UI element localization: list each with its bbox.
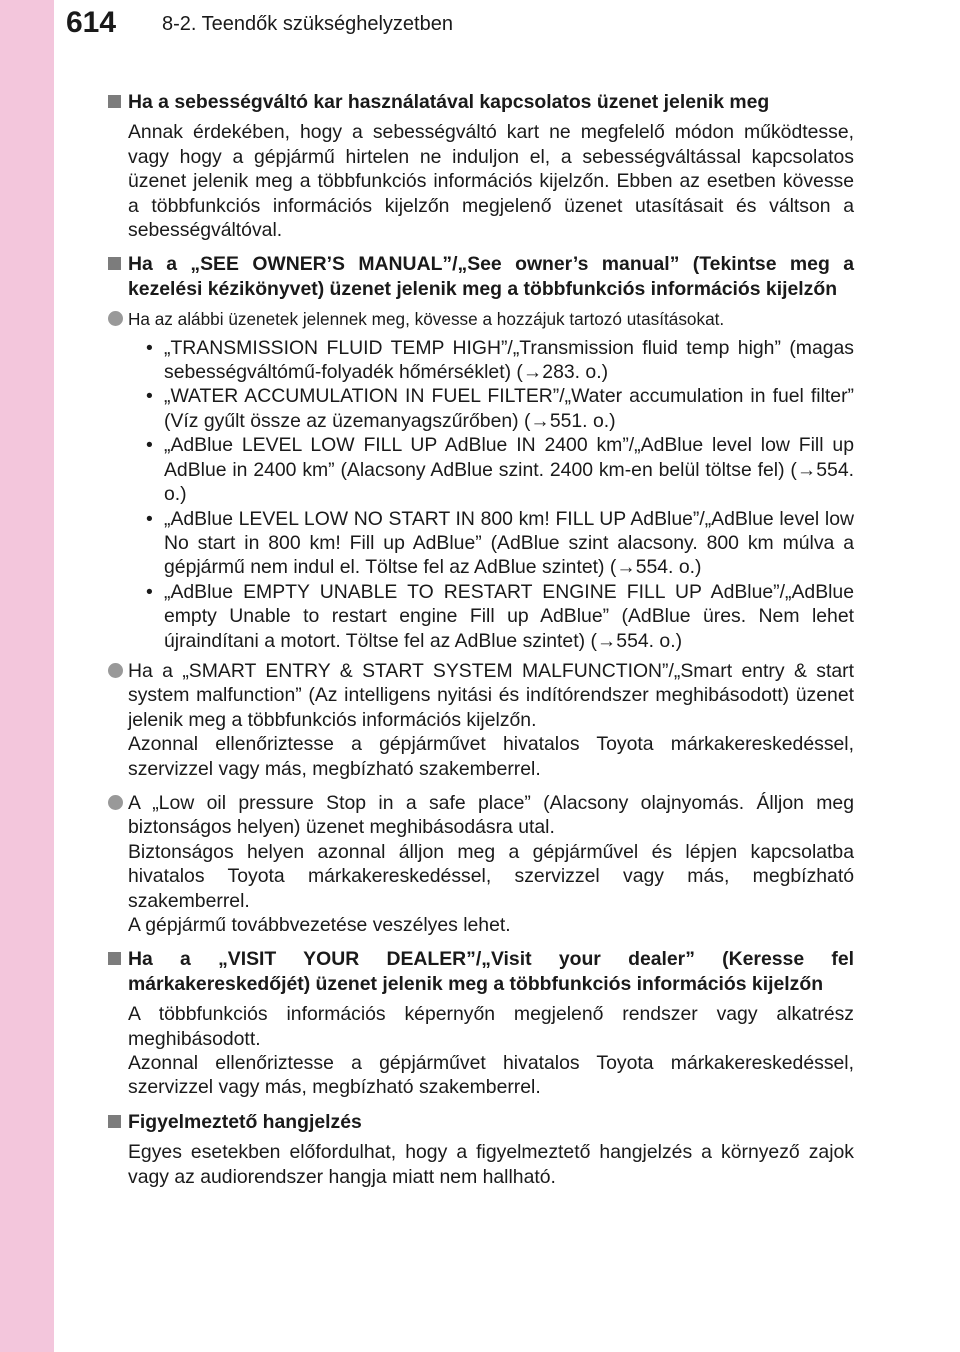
circle-item-text: Azonnal ellenőriztesse a gépjárművet hivatalos Toyota márkakereskedéssel, szervizzel vagy más, megbízható szakemberrel. — [128, 733, 854, 780]
list-item-text: „AdBlue LEVEL LOW FILL UP AdBlue IN 2400 km”/„AdBlue level low Fill up AdBlue in 2400 km” (Alacsony AdBlue szint. 2400 km-en belül töltse fel) (→554. o.) — [164, 434, 854, 506]
square-bullet-icon — [108, 952, 121, 965]
paragraph: Egyes esetekben előfordulhat, hogy a figyelmeztető hangjelzés a környező zajok vagy az audiorendszer hangja miatt nem hallható. — [128, 1141, 854, 1188]
circle-item-text: Ha az alábbi üzenetek jelennek meg, kövesse a hozzájuk tartozó utasításokat. — [128, 309, 725, 330]
section-heading-text: Figyelmeztető hangjelzés — [128, 1110, 362, 1133]
paragraph — [108, 1002, 854, 1100]
section-heading-text: Ha a sebességváltó kar használatával kapcsolatos üzenet jelenik meg — [128, 91, 770, 113]
list-item-text: „TRANSMISSION FLUID TEMP HIGH”/„Transmission fluid temp high” (magas sebességváltómű-folyadék hőmérséklet) (→283. o.) — [164, 336, 854, 384]
page-content — [108, 90, 854, 1199]
section-heading — [108, 90, 854, 114]
section-heading-text: Ha a „SEE OWNER’S MANUAL”/„See owner’s manual” (Tekintse meg a kezelési kézikönyvet) üzenet jelenik meg a többfunkciós információs kijelzőn — [128, 253, 854, 300]
page-number: 614 — [66, 6, 117, 39]
paragraph-text: Azonnal ellenőriztesse a gépjárművet hivatalos Toyota márkakereskedéssel, szervizzel vagy más, megbízható szakemberrel. — [128, 1052, 854, 1099]
square-bullet-icon — [108, 95, 121, 108]
list-item: • „AdBlue EMPTY UNABLE TO RESTART ENGINE FILL UP AdBlue”/„AdBlue empty Unable to restart engine Fill up AdBlue” (AdBlue üres. Nem lehet újraindítani a motort. Töltse fel az AdBlue szintet) (→554. o.) — [146, 580, 854, 652]
section-heading — [108, 947, 854, 996]
list-item: • „WATER ACCUMULATION IN FUEL FILTER”/„Water accumulation in fuel filter” (Víz gyűlt össze az üzemanyagszűrőben) (→551. o.) — [146, 385, 854, 432]
circle-item-text: A „Low oil pressure Stop in a safe place” (Alacsony olajnyomás. Álljon meg biztonságos helyen) üzenet meghibásodásra utal. — [128, 791, 854, 839]
list-item: • „AdBlue LEVEL LOW NO START IN 800 km! FILL UP AdBlue”/„AdBlue level low No start in 800 km! Fill up AdBlue” (AdBlue szint alacsony. 800 km múlva a gépjármű nem indul el. Töltse fel az AdBlue szintet) (→554. o.) — [146, 507, 854, 579]
circle-item-text: Ha a „SMART ENTRY & START SYSTEM MALFUNCTION”/„Smart entry & start system malfunction” (Az intelligens nyitási és indítórendszer meghibásodott) üzenet jelenik meg a többfunkciós információs kijelzőn. — [128, 659, 854, 731]
message-list — [128, 336, 854, 653]
circle-item — [108, 307, 854, 331]
section-heading — [108, 1110, 854, 1134]
list-item-text: „AdBlue EMPTY UNABLE TO RESTART ENGINE FILL UP AdBlue”/„AdBlue empty Unable to restart engine Fill up AdBlue” (AdBlue üres. Nem lehet újraindítani a motort. Töltse fel az AdBlue szintet) (→554. o.) — [164, 580, 854, 652]
square-bullet-icon — [108, 257, 121, 270]
paragraph-text: A többfunkciós információs képernyőn megjelenő rendszer vagy alkatrész meghibásodott. — [128, 1003, 854, 1050]
list-item-text: „AdBlue LEVEL LOW NO START IN 800 km! FILL UP AdBlue”/„AdBlue level low No start in 800 km! Fill up AdBlue” (AdBlue szint alacsony. 800 km múlva a gépjármű nem indul el. Töltse fel az AdBlue szintet) (→554. o.) — [164, 507, 854, 579]
square-bullet-icon — [108, 1115, 121, 1128]
paragraph: Annak érdekében, hogy a sebességváltó kart ne megfelelő módon működtesse, vagy hogy a gépjármű hirtelen ne induljon el, a sebességváltással kapcsolatos üzenet jelenik meg a többfunkciós információs kijelzőn. Ebben az esetben kövesse a többfunkciós információs kijelzőn megjelenő üzenet utasításait és váltson a sebességváltóval. — [128, 121, 854, 242]
chapter-title: 8-2. Teendők szükséghelyzetben — [162, 13, 453, 35]
section-heading-text: Ha a „VISIT YOUR DEALER”/„Visit your dealer” (Keresse fel márkakereskedőjét) üzenet jelenik meg a többfunkciós információs kijelzőn — [128, 948, 854, 995]
circle-item — [108, 791, 854, 937]
circle-item-text: A gépjármű továbbvezetése veszélyes lehet. — [128, 914, 511, 936]
circle-bullet-icon — [108, 311, 123, 326]
list-item-text: „WATER ACCUMULATION IN FUEL FILTER”/„Water accumulation in fuel filter” (Víz gyűlt össze az üzemanyagszűrőben) (→551. o.) — [164, 385, 854, 432]
circle-item — [108, 659, 854, 781]
circle-item-text: Biztonságos helyen azonnal álljon meg a gépjárművel és lépjen kapcsolatba hivatalos Toyota márkakereskedéssel, szervizzel vagy más, megbízható szakemberrel. — [128, 840, 854, 912]
circle-bullet-icon — [108, 663, 123, 678]
circle-bullet-icon — [108, 795, 123, 810]
page-side-strip — [0, 0, 54, 1352]
section-heading — [108, 252, 854, 301]
list-item: • „AdBlue LEVEL LOW FILL UP AdBlue IN 2400 km”/„AdBlue level low Fill up AdBlue in 2400 km” (Alacsony AdBlue szint. 2400 km-en belül töltse fel) (→554. o.) — [146, 434, 854, 506]
list-item: • „TRANSMISSION FLUID TEMP HIGH”/„Transmission fluid temp high” (magas sebességváltómű-folyadék hőmérséklet) (→283. o.) — [146, 336, 854, 384]
